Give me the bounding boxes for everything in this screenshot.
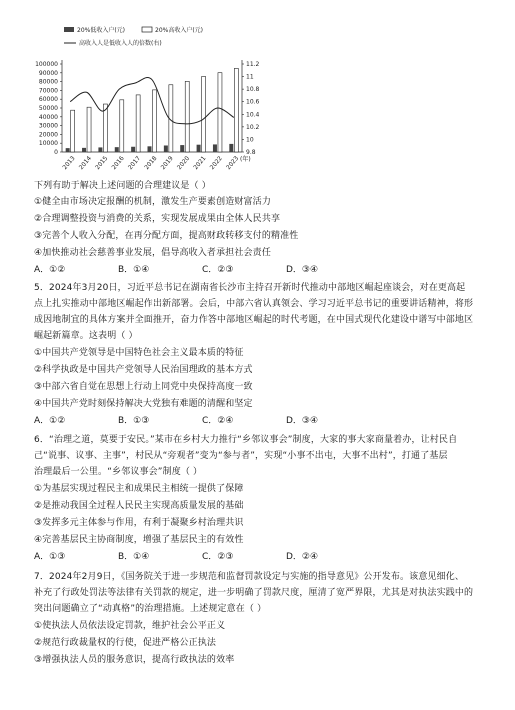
y2-tick-label: 10.8 <box>246 86 260 94</box>
q4-option-3: ③完善个人收入分配，在再分配方面，提高财政转移支付的精准性 <box>34 231 299 241</box>
q6-option-1: ①为基层实现过程民主和成果民主相统一提供了保障 <box>34 484 244 494</box>
x-tick-label: 2021 <box>192 154 208 172</box>
y2-tick-label: 9.8 <box>246 149 256 156</box>
choice-c[interactable]: C．②④ <box>202 416 234 426</box>
legend-swatch-low <box>64 27 74 32</box>
x-tick-label: 2020 <box>175 154 192 172</box>
x-tick-label: 2017 <box>126 154 143 172</box>
q5-option-4: ④中国共产党时刻保持解决大党独有难题的清醒和坚定 <box>34 399 253 409</box>
y2-tick-label: 10 <box>246 136 254 144</box>
y2-tick-label: 10.2 <box>246 123 260 131</box>
q6-option-4: ④完善基层民主协商制度，增强了基层民主的有效性 <box>34 535 244 545</box>
q6-stem-line-1: 6．“治理之道，莫要于安民。”某市在乡村大力推行“乡邻议事会”制度，大家的事大家商量着办，让村民自 <box>34 435 458 445</box>
y-tick-label: 90000 <box>38 69 58 77</box>
y-tick-label: 60000 <box>38 96 58 104</box>
choice-b[interactable]: B．①③ <box>118 416 150 426</box>
y-tick-label: 80000 <box>38 78 58 86</box>
bar-high <box>153 90 157 152</box>
y2-tick-label: 10.4 <box>246 111 260 119</box>
q5-stem-line-3: 成因地制宜的具体方案并全面推开，奋力作答中部地区崛起的时代考题，在中国式现代化建设中谱写中部地区 <box>34 315 474 325</box>
bar-low <box>197 145 201 152</box>
y-tick-label: 40000 <box>38 113 58 121</box>
y-tick-label: 30000 <box>38 122 58 130</box>
bar-high <box>120 100 124 152</box>
bar-low <box>229 144 233 152</box>
bar-high <box>202 76 206 152</box>
legend-label-ratio: 高收入人是低收入人的倍数(右) <box>79 40 162 47</box>
y-tick-label: 20000 <box>38 131 58 139</box>
q6-stem-line-3: 治理最后一公里。“乡邻议事会”制度（ ） <box>34 467 203 477</box>
choice-d[interactable]: D．③④ <box>286 416 319 426</box>
x-tick-label: 2014 <box>77 154 93 172</box>
choice-b[interactable]: B．①④ <box>118 552 150 562</box>
bar-low <box>148 146 152 152</box>
q4-stem: 下列有助于解决上述问题的合理建议是（ ） <box>34 181 211 191</box>
x-tick-label: 2015 <box>94 154 110 172</box>
q5-stem-line-1: 5．2024年3月20日，习近平总书记在湖南省长沙市主持召开新时代推动中部地区崛起座谈会，对在更高起 <box>34 283 466 293</box>
y-tick-label: 10000 <box>38 140 58 148</box>
x-tick-label: 2019 <box>159 154 175 172</box>
choice-b[interactable]: B．①④ <box>118 265 150 275</box>
bar-low <box>164 145 168 152</box>
q4-option-2: ②合理调整投资与消费的关系，实现发展成果由全体人民共享 <box>34 214 281 224</box>
y2-tick-label: 10.6 <box>246 98 260 106</box>
choice-c[interactable]: C．②③ <box>202 265 234 275</box>
bar-low <box>66 148 70 152</box>
bar-high <box>234 68 238 152</box>
y2-tick-label: 11 <box>246 73 254 81</box>
x-tick-label: 2022 <box>208 154 224 172</box>
q7-stem-line-2: 补充了行政处罚法等法律有关罚款的规定，进一步明确了罚款尺度，厘清了宽严界限，尤其是对执法实践中的 <box>34 588 474 598</box>
q5-option-2: ②科学执政是中国共产党领导人民治国理政的基本方式 <box>34 365 253 375</box>
q7-stem-line-3: 突出问题确立了“动真格”的治理措施。上述规定意在（ ） <box>34 604 267 614</box>
income-chart <box>0 0 515 180</box>
q6-option-3: ③发挥多元主体参与作用，有利于凝聚乡村治理共识 <box>34 518 244 528</box>
y-tick-label: 50000 <box>38 105 58 112</box>
x-tick-label: 2013 <box>61 154 77 172</box>
bar-low <box>180 145 184 152</box>
bar-high <box>185 81 189 152</box>
ratio-line <box>70 78 234 124</box>
q5-stem-line-4: 崛起新篇章。这表明（ ） <box>34 331 138 341</box>
bar-low <box>115 147 119 152</box>
q5-option-3: ③中部六省自觉在思想上行动上同党中央保持高度一致 <box>34 382 253 392</box>
choice-a[interactable]: A．①③ <box>34 552 66 562</box>
bar-low <box>98 147 102 152</box>
legend-label-low: 20%低收入户(元) <box>77 27 126 34</box>
q6-option-2: ②是推动我国全过程人民民主实现高质量发展的基础 <box>34 501 244 511</box>
q7-option-3: ③增强执法人员的服务意识，提高行政执法的效率 <box>34 655 235 665</box>
x-axis-unit: (年) <box>240 156 251 163</box>
q5-option-1: ①中国共产党领导是中国特色社会主义最本质的特征 <box>34 348 244 358</box>
y-tick-label: 70000 <box>38 87 58 95</box>
choice-a[interactable]: A．①② <box>34 265 66 275</box>
x-tick-label: 2018 <box>143 154 159 172</box>
bar-high <box>218 73 222 152</box>
q7-stem-line-1: 7．2024年2月9日，《国务院关于进一步规范和监督罚款设定与实施的指导意见》公开发布。该意见细化、 <box>34 572 465 582</box>
q7-option-1: ①使执法人员依法设定罚款，维护社会公平正义 <box>34 621 226 631</box>
y-tick-label: 100000 <box>35 61 58 68</box>
choice-d[interactable]: D．③④ <box>286 265 319 275</box>
bar-low <box>213 144 217 152</box>
bar-high <box>71 110 75 152</box>
legend-label-high: 20%高收入户(元) <box>155 27 204 34</box>
choice-a[interactable]: A．①② <box>34 416 66 426</box>
bar-low <box>131 147 135 152</box>
bar-high <box>136 95 140 152</box>
x-tick-label: 2023 <box>225 154 241 172</box>
q7-option-2: ②规范行政裁量权的行使，促进严格公正执法 <box>34 638 217 648</box>
y2-tick-label: 11.2 <box>246 61 260 68</box>
bar-high <box>87 107 91 152</box>
bar-low <box>82 148 86 152</box>
y-tick-label: 0 <box>54 149 58 156</box>
legend-swatch-high <box>142 27 152 32</box>
q5-stem-line-2: 点上扎实推动中部地区崛起作出新部署。会后，中部六省认真领会、学习习近平总书记的重要讲话精神，将形 <box>34 299 474 309</box>
choice-c[interactable]: C．②③ <box>202 552 234 562</box>
x-tick-label: 2016 <box>110 154 126 172</box>
q6-stem-line-2: 己“说事、议事、主事”，村民从“旁观者”变为“参与者”，实现“小事不出屯，大事不出村”，打通了基层 <box>34 451 448 461</box>
choice-d[interactable]: D．②④ <box>286 552 319 562</box>
q4-option-1: ①健全由市场决定报酬的机制，激发生产要素创造财富活力 <box>34 197 271 207</box>
q4-option-4: ④加快推动社会慈善事业发展，倡导高收入者承担社会责任 <box>34 248 271 258</box>
